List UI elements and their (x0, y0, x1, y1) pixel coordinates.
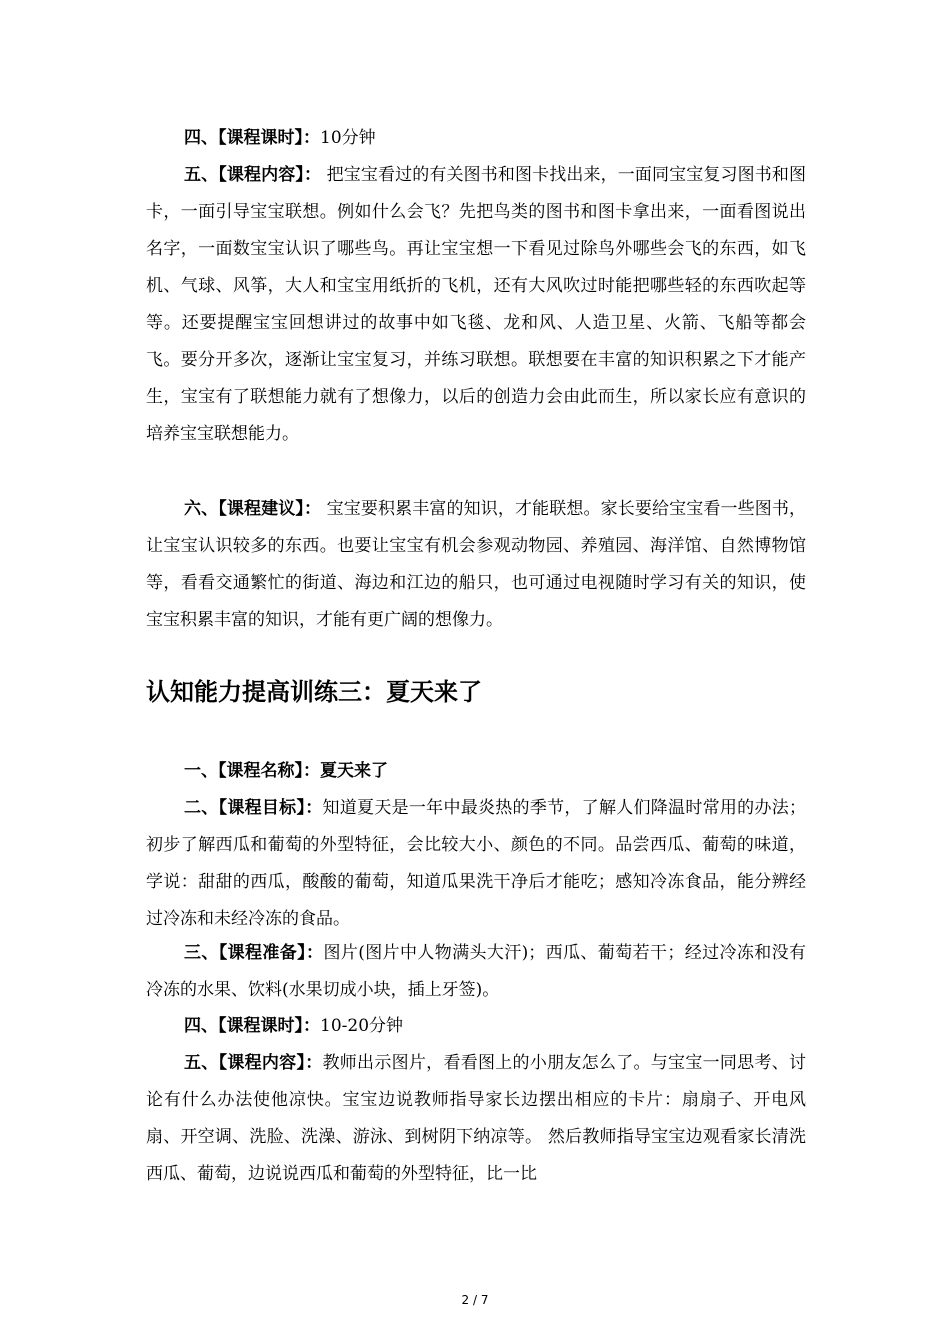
course-duration-paragraph (146, 120, 806, 157)
section-heading: 认知能力提高训练三：夏天来了 (146, 678, 482, 706)
course-duration-text: 10分钟 (320, 128, 376, 148)
course-duration-b-paragraph (146, 1008, 806, 1045)
page-number: 2 / 7 (461, 1293, 489, 1307)
course-duration-label: 四、【课程课时】： (184, 128, 320, 148)
course-content-b-paragraph (146, 1045, 806, 1193)
course-name-text: 夏天来了 (320, 761, 388, 781)
course-advice-text: 宝宝要积累丰富的知识，才能联想。家长要给宝宝看一些图书，让宝宝认识较多的东西。也要让宝宝有机会参观动物园、养殖园、海洋馆、自然博物馆等，看看交通繁忙的街道、海边和江边的船只，也可通过电视随时学习有关的知识，使宝宝积累丰富的知识，才能有更广阔的想像力。 (146, 499, 807, 630)
course-prep-text: 图片(图片中人物满头大汗)；西瓜、葡萄若干；经过冷冻和没有冷冻的水果、饮料(水果切成小块，插上牙签)。 (146, 943, 807, 1000)
course-content-paragraph (146, 157, 806, 453)
course-content-b-label: 五、【课程内容】： (184, 1053, 323, 1073)
course-name-label: 一、【课程名称】： (184, 761, 320, 781)
course-content-b-text: 教师出示图片，看看图上的小朋友怎么了。与宝宝一同思考、讨论有什么办法使他凉快。宝宝边说教师指导家长边摆出相应的卡片：扇扇子、开电风扇、开空调、洗脸、洗澡、游泳、到树阴下纳凉等。 然后教师指导宝宝边观看家长清洗西瓜、葡萄，边说说西瓜和葡萄的外型特征，比一比 (146, 1053, 806, 1184)
course-name-paragraph (146, 753, 806, 790)
course-advice-label: 六、【课程建议】： (184, 499, 322, 519)
course-goal-text: 知道夏天是一年中最炎热的季节，了解人们降温时常用的办法；初步了解西瓜和葡萄的外型特征，会比较大小、颜色的不同。品尝西瓜、葡萄的味道，学说：甜甜的西瓜，酸酸的葡萄，知道瓜果洗干净后才能吃；感知冷冻食品，能分辨经过冷冻和未经冷冻的食品。 (146, 798, 806, 929)
course-content-text: 把宝宝看过的有关图书和图卡找出来，一面同宝宝复习图书和图卡，一面引导宝宝联想。例如什么会飞？先把鸟类的图书和图卡拿出来，一面看图说出名字，一面数宝宝认识了哪些鸟。再让宝宝想一下看见过除鸟外哪些会飞的东西，如飞机、气球、风筝，大人和宝宝用纸折的飞机，还有大风吹过时能把哪些轻的东西吹起等等。还要提醒宝宝回想讲过的故事中如飞毯、龙和风、人造卫星、火箭、飞船等都会飞。要分开多次，逐渐让宝宝复习，并练习联想。联想要在丰富的知识积累之下才能产生，宝宝有了联想能力就有了想像力，以后的创造力会由此而生，所以家长应有意识的培养宝宝联想能力。 (146, 165, 807, 444)
course-content-label: 五、【课程内容】： (184, 165, 322, 185)
course-duration-b-label: 四、【课程课时】： (184, 1016, 320, 1036)
course-prep-label: 三、【课程准备】： (184, 943, 324, 963)
course-prep-paragraph (146, 935, 806, 1009)
course-goal-label: 二、【课程目标】： (184, 798, 323, 818)
course-advice-paragraph (146, 491, 806, 639)
course-duration-b-text: 10-20分钟 (320, 1016, 404, 1036)
course-goal-paragraph (146, 790, 806, 938)
